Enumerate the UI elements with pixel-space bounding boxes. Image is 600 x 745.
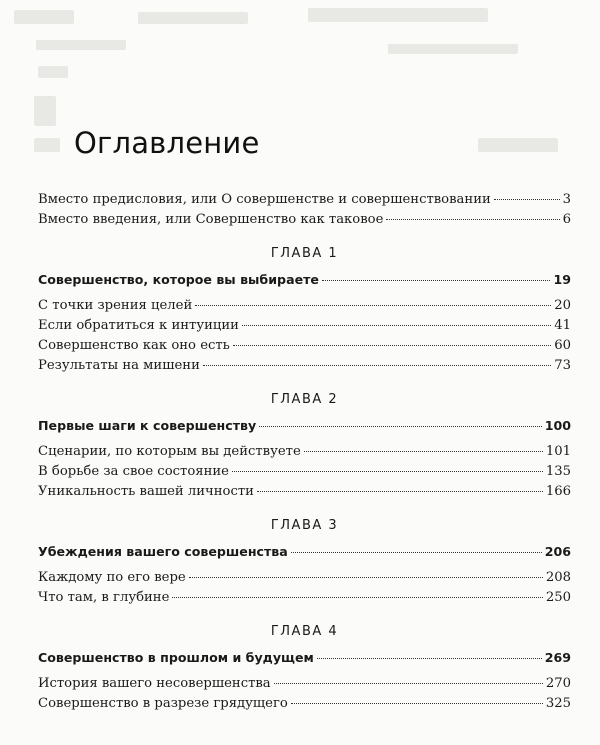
toc-entry-text: Сценарии, по которым вы действуете <box>38 444 301 459</box>
toc-entry-text: Что там, в глубине <box>38 590 170 605</box>
toc-page-number: 6 <box>562 212 571 227</box>
toc-page-number: 100 <box>544 418 571 433</box>
toc-entry-text: В борьбе за свое состояние <box>38 464 229 479</box>
dot-leader <box>322 280 551 281</box>
dot-leader <box>232 471 543 472</box>
toc-entry[interactable] <box>38 338 571 358</box>
toc-page-number: 3 <box>562 192 571 207</box>
toc-entry[interactable] <box>38 590 571 610</box>
toc-entry[interactable] <box>38 358 571 378</box>
toc-entry-text: Убеждения вашего совершенства <box>38 544 288 559</box>
toc-page-number: 20 <box>554 298 571 313</box>
toc-entry-text: Уникальность вашей личности <box>38 484 254 499</box>
dot-leader <box>189 577 543 578</box>
toc-entry-text: История вашего несовершенства <box>38 676 271 691</box>
chapter-4-label: ГЛАВА 4 <box>270 624 339 639</box>
dot-leader <box>233 345 551 346</box>
dot-leader <box>386 219 559 220</box>
toc-entry-text: Если обратиться к интуиции <box>38 318 239 333</box>
chapter-3-title[interactable] <box>38 544 571 566</box>
page-title: Оглавление <box>74 126 260 160</box>
dot-leader <box>172 597 542 598</box>
dot-leader <box>494 199 560 200</box>
toc-entry[interactable] <box>38 696 571 716</box>
toc-page-number: 250 <box>545 590 571 605</box>
toc-entry[interactable] <box>38 464 571 484</box>
toc-page-number: 60 <box>554 338 571 353</box>
toc-entry-text: Совершенство в разрезе грядущего <box>38 696 288 711</box>
toc-entry[interactable] <box>38 444 571 464</box>
dot-leader <box>203 365 551 366</box>
toc-entry-text: Совершенство в прошлом и будущем <box>38 650 314 665</box>
toc-page-number: 41 <box>554 318 571 333</box>
toc-entry[interactable] <box>38 570 571 590</box>
table-of-contents <box>38 192 571 716</box>
dot-leader <box>242 325 551 326</box>
toc-entry-text: Совершенство, которое вы выбираете <box>38 272 319 287</box>
toc-entry-text: Первые шаги к совершенству <box>38 418 257 433</box>
dot-leader <box>274 683 543 684</box>
toc-page-number: 270 <box>545 676 571 691</box>
toc-entry[interactable] <box>38 298 571 318</box>
toc-entry-text: Результаты на мишени <box>38 358 200 373</box>
toc-entry[interactable] <box>38 484 571 504</box>
toc-page-number: 135 <box>545 464 571 479</box>
toc-entry[interactable] <box>38 676 571 696</box>
dot-leader <box>195 305 551 306</box>
toc-entry-preface[interactable] <box>38 192 571 212</box>
dot-leader <box>259 426 542 427</box>
toc-page-number: 73 <box>554 358 571 373</box>
toc-page-number: 19 <box>553 272 571 287</box>
toc-entry-text: Совершенство как оно есть <box>38 338 230 353</box>
toc-page-number: 206 <box>544 544 571 559</box>
toc-entry-introduction[interactable] <box>38 212 571 232</box>
toc-entry-text: С точки зрения целей <box>38 298 193 313</box>
dot-leader <box>317 658 542 659</box>
toc-entry-text: Каждому по его вере <box>38 570 186 585</box>
chapter-3-label: ГЛАВА 3 <box>270 518 339 533</box>
chapter-1-title[interactable] <box>38 272 571 294</box>
chapter-2-label: ГЛАВА 2 <box>270 392 339 407</box>
toc-page-number: 208 <box>545 570 571 585</box>
dot-leader <box>291 552 542 553</box>
chapter-1-label: ГЛАВА 1 <box>270 246 339 261</box>
toc-entry-text: Вместо предисловия, или О совершенстве и совершенствовании <box>38 192 491 207</box>
chapter-4-title[interactable] <box>38 650 571 672</box>
dot-leader <box>291 703 543 704</box>
dot-leader <box>257 491 543 492</box>
chapter-2-title[interactable] <box>38 418 571 440</box>
toc-page-number: 166 <box>545 484 571 499</box>
dot-leader <box>304 451 543 452</box>
toc-entry-text: Вместо введения, или Совершенство как таковое <box>38 212 384 227</box>
toc-page-number: 325 <box>545 696 571 711</box>
toc-page-number: 101 <box>545 444 571 459</box>
toc-entry[interactable] <box>38 318 571 338</box>
toc-page-number: 269 <box>544 650 571 665</box>
